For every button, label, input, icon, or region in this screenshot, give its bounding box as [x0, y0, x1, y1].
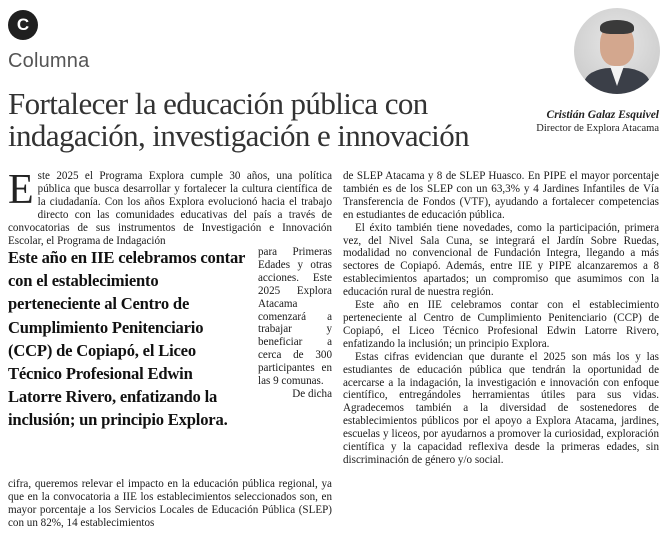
- intro-text: ste 2025 el Programa Explora cumple 30 años, una política pública que busca desarrollar y fortalecer la cultura científica de la ciudadanía. Con los años Explora evolucionó hacia el trabajo directo con las comunidades educativas del país a través de convocatorias de sus instrumentos de Investigación e Innovación Escolar, el Programa de Indagación: [8, 170, 332, 247]
- article-title: Fortalecer la educación pública con indagación, investigación e innovación: [8, 86, 470, 153]
- narrow-column: [258, 246, 332, 401]
- col2-paragraph-2: El éxito también tiene novedades, como la participación, primera vez, del Nivel Sala Cuna, se integrará el Jardín Sobre Ruedas, modalidad no convencional de Fundación Integra, llegando a más sectores de Copiapó. Además, entre IIE y PIPE alcanzaremos a 8 establecimientos apartados; un compromiso que asumimos con la educación rural de nuestra región.: [343, 221, 659, 299]
- section-label: Columna: [8, 50, 90, 72]
- col2-paragraph-3: Este año en IIE celebramos contar con el establecimiento perteneciente al Centro de Cumplimiento Penitenciario (CCP) de Copiapó, el Liceo Técnico Profesional Edwin Latorre Rivero, enfatizando la inclusión; un principio Explora.: [343, 299, 659, 350]
- article-col1-bottom: [8, 478, 332, 530]
- author-role: Director de Explora Atacama: [536, 123, 659, 134]
- drop-cap: E: [8, 167, 34, 213]
- col2-paragraph-1: de SLEP Atacama y 8 de SLEP Huasco. En PIPE el mayor porcentaje también es de los SLEP con un 63,3% y 4 Jardines Infantiles de Vía Transferencia de Fondos (VTF), ayudando a fortalecer competencias en estudiantes de educación pública.: [343, 170, 659, 221]
- author-photo: [574, 8, 660, 94]
- column-badge: C: [8, 10, 38, 40]
- narrow-text: para Primeras Edades y otras acciones. Este 2025 Explora Atacama comenzará a trabajar y beneficiar a cerca de 300 participantes en las 9 comunas.: [258, 246, 332, 388]
- author-name: Cristián Galaz Esquivel: [546, 109, 659, 121]
- author-block: [536, 109, 659, 134]
- article-col2: [343, 170, 659, 467]
- narrow-text-2: De dicha: [292, 387, 332, 400]
- col1-bottom-text: cifra, queremos relevar el impacto en la educación pública regional, ya que en la convocatoria a IIE los establecimientos seleccionados son, en mayor porcentaje a los Servicios Locales de Educación Pública (SLEP) con un 82%, 14 establecimientos: [8, 478, 332, 529]
- article-intro: [8, 167, 332, 247]
- pull-quote: Este año en IIE celebramos contar con el establecimiento perteneciente al Centro de Cumplimiento Penitenciario (CCP) de Copiapó, el Liceo Técnico Profesional Edwin Latorre Rivero, enfatizando la inclusión; un principio Explora.: [8, 248, 245, 430]
- col2-paragraph-4: Estas cifras evidencian que durante el 2025 son más los y las estudiantes de educación pública que tendrán la oportunidad de acercarse a la indagación, la investigación e innovación con enfoque científico, entregándoles herramientas útiles para sus vidas. Agradecemos también a la diversidad de sostenedores de establecimientos públicos por el apoyo a Explora Atacama, jardines, escuelas y liceos, por ayudarnos a promover la curiosidad, exploración científica y la capacidad reflexiva desde la primeras edades, sin discriminación de género y/o social.: [343, 350, 659, 466]
